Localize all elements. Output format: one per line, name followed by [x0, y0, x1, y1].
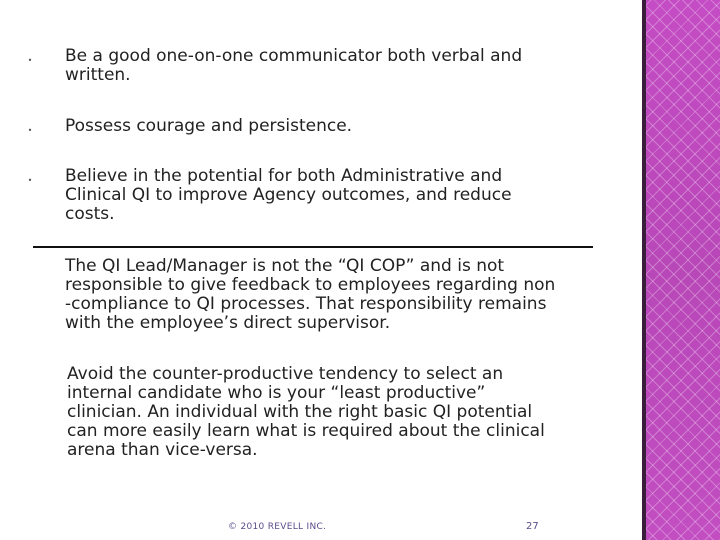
note-paragraph: Avoid the counter-productive tendency to select an internal candidate who is your “least productive” clinician. An individual with the right basic QI potential can more easily learn what is required about the clinical arena than vice-versa. [67, 364, 545, 460]
sidebar-border [642, 0, 646, 540]
page-number: 27 [526, 521, 539, 532]
bullet-item: Possess courage and persistence. [65, 116, 353, 136]
bullet-item: Believe in the potential for both Administrative and Clinical QI to improve Agency outcomes, and reduce costs. [65, 166, 512, 224]
decorative-sidebar [642, 0, 720, 540]
horizontal-rule [33, 246, 593, 248]
footer-copyright: © 2010 REVELL INC. [228, 522, 327, 532]
bullet-marker: • [27, 176, 33, 185]
note-paragraph: The QI Lead/Manager is not the “QI COP” and is not responsible to give feedback to employees regarding non -compliance to QI processes. That responsibility remains with the employee’s direct supervisor. [65, 256, 556, 333]
bullet-marker: • [27, 126, 33, 135]
bullet-marker: • [27, 56, 33, 65]
bullet-item: Be a good one-on-one communicator both verbal and written. [65, 46, 523, 85]
